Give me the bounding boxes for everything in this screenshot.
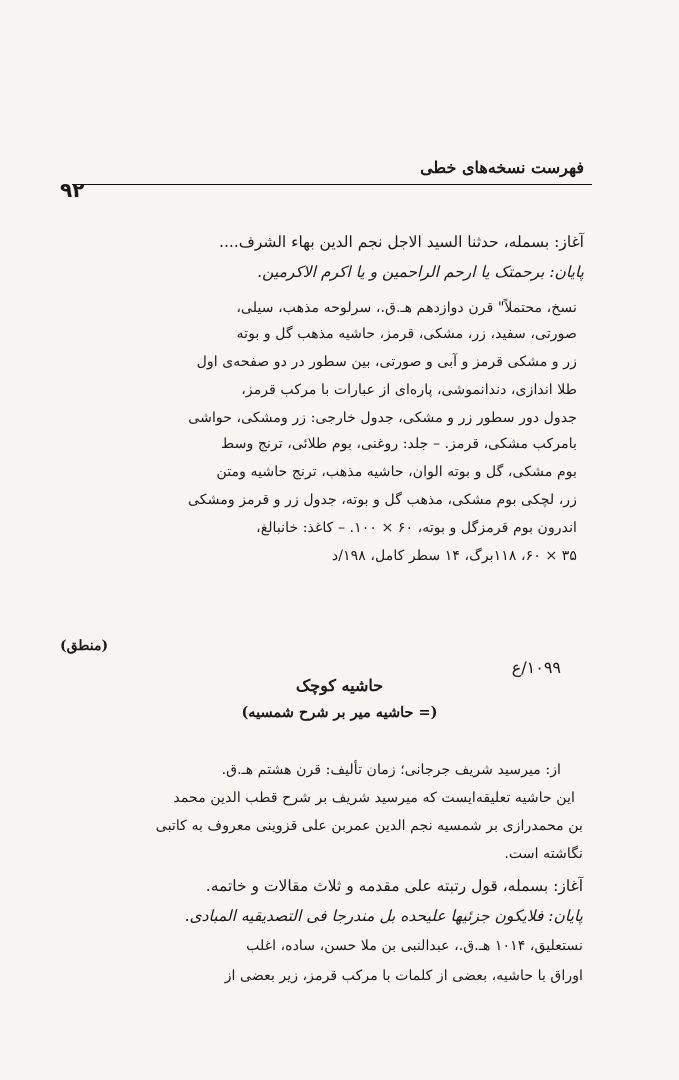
entry1-incipit: آغاز: بسمله، حدثنا السید الاجل نجم الدین بهاء الشرف.... bbox=[219, 233, 584, 251]
entry1-desc-line: جدول دور سطور زر و مشکی، جدول خارجی: زر ومشکی، حواشی bbox=[188, 410, 577, 426]
entry1-desc-line: اندرون بوم قرمزگل و بوته، ۶۰ × ۱۰۰. – کاغذ: خانبالغ، bbox=[256, 520, 577, 536]
entry1-desc-line: صورتی، سفید، زر، مشکی، قرمز، حاشیه مذهب گل و بوته bbox=[236, 326, 577, 342]
entry2-desc-line: نگاشته است. bbox=[504, 846, 583, 862]
entry1-desc-line: زر، لچکی بوم مشکی، مذهب گل و بوته، جدول زر و قرمز ومشکی bbox=[187, 492, 577, 508]
subject-heading: (منطق) bbox=[60, 638, 109, 654]
entry1-desc-line: بوم مشکی، گل و بوته الوان، حاشیه مذهب، ترنج حاشیه ومتن bbox=[216, 464, 577, 480]
entry2-desc-line: این حاشیه تعلیقه‌ایست که میرسید شریف بر شرح قطب الدین محمد bbox=[173, 790, 575, 806]
manuscript-subtitle: (= حاشیه میر بر شرح شمسیه) bbox=[241, 704, 438, 721]
entry1-desc-line: نسخ، محتملاً" قرن دوازدهم هـ.ق.، سرلوحه مذهب، سیلی، bbox=[236, 300, 577, 316]
manuscript-code: ۱۰۹۹/ع bbox=[511, 658, 561, 677]
entry1-desc-line: طلا اندازی، دندانموشی، پاره‌ای از عبارات با مرکب قرمز، bbox=[241, 382, 577, 398]
entry1-desc-line: ۳۵ × ۶۰، ۱۱۸برگ، ۱۴ سطر کامل، ۱۹۸/د bbox=[331, 548, 577, 564]
entry1-desc-line: بامرکب مشکی، قرمز. – جلد: روغنی، بوم طلائی، ترنج وسط bbox=[221, 436, 577, 452]
entry2-incipit: آغاز: بسمله، قول رتبته علی مقدمه و ثلاث مقالات و خاتمه. bbox=[205, 877, 583, 895]
entry2-desc-line: نستعلیق، ۱۰۱۴ هـ.ق.، عبدالنبی بن ملا حسن، ساده، اغلب bbox=[246, 938, 583, 954]
entry1-desc-line: زر و مشکی قرمز و آبی و صورتی، بین سطور در دو صفحه‌ی اول bbox=[196, 354, 577, 370]
page-number: ۹۲ bbox=[60, 178, 85, 202]
entry2-explicit: پایان: فلایکون جزئیها علیحده بل مندرجا فی التصدیقیه المبادی. bbox=[184, 907, 583, 925]
entry1-explicit: پایان: برحمتک یا ارحم الراحمین و یا اکرم الاکرمین. bbox=[257, 263, 584, 281]
entry2-author: از: میرسید شریف جرجانی؛ زمان تألیف: قرن هشتم هـ.ق. bbox=[221, 762, 561, 778]
entry2-desc-line: بن محمدرازی بر شمسیه نجم الدین عمربن علی قزوینی معروف به کاتبی bbox=[155, 818, 583, 834]
running-header-title: فهرست نسخه‌های خطی bbox=[420, 158, 584, 177]
header-rule bbox=[72, 184, 592, 185]
manuscript-title: حاشیه کوچک bbox=[295, 676, 384, 695]
entry2-desc-line: اوراق با حاشیه، بعضی از کلمات با مرکب قرمز، زیر بعضی از bbox=[224, 968, 583, 984]
